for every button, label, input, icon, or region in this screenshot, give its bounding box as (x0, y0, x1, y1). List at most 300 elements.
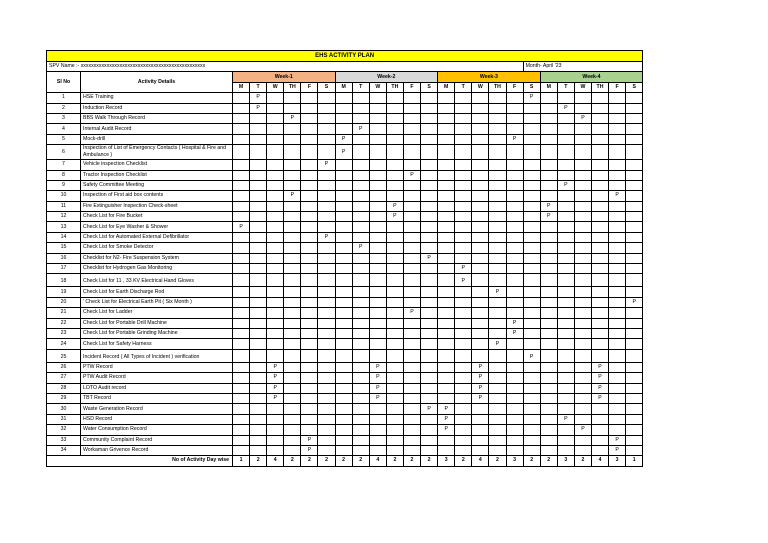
plan-mark: P (489, 339, 506, 349)
plan-cell (335, 349, 352, 362)
plan-cell (335, 222, 352, 232)
plan-cell (455, 103, 472, 113)
plan-cell (284, 349, 301, 362)
plan-cell (318, 264, 335, 274)
plan-mark: P (472, 362, 489, 372)
day-total: 2 (403, 456, 420, 466)
activity-name: Check List for 11 , 33 KV Electrical Hand Gloves (81, 274, 233, 287)
plan-cell (523, 212, 540, 222)
activity-name: Induction Record (81, 103, 233, 113)
plan-cell (403, 145, 420, 160)
plan-cell (267, 93, 284, 103)
plan-cell (557, 373, 574, 383)
plan-cell (609, 264, 626, 274)
activity-name: Check List for Ladder (81, 308, 233, 318)
plan-cell (489, 425, 506, 435)
plan-cell (284, 124, 301, 134)
plan-cell (352, 222, 369, 232)
plan-mark: P (403, 170, 420, 180)
plan-cell (523, 243, 540, 253)
plan-cell (540, 264, 557, 274)
plan-cell (472, 308, 489, 318)
plan-cell (421, 145, 438, 160)
plan-cell (421, 349, 438, 362)
plan-cell (455, 201, 472, 211)
day-header: S (421, 82, 438, 92)
plan-mark: P (267, 393, 284, 403)
activity-row (47, 414, 643, 424)
activity-slno: 18 (47, 274, 81, 287)
plan-mark: P (267, 362, 284, 372)
plan-cell (284, 373, 301, 383)
plan-cell (421, 103, 438, 113)
plan-cell (557, 134, 574, 144)
plan-cell (352, 160, 369, 170)
plan-cell (301, 232, 318, 242)
plan-cell (574, 93, 591, 103)
plan-cell (386, 253, 403, 263)
plan-cell (301, 393, 318, 403)
plan-cell (609, 145, 626, 160)
plan-cell (403, 393, 420, 403)
plan-mark: P (267, 383, 284, 393)
plan-cell (352, 93, 369, 103)
plan-cell (523, 191, 540, 201)
plan-cell (626, 339, 643, 349)
activity-row (47, 297, 643, 307)
plan-cell (284, 425, 301, 435)
plan-cell (267, 287, 284, 297)
plan-cell (489, 170, 506, 180)
plan-cell (489, 274, 506, 287)
plan-cell (318, 339, 335, 349)
plan-cell (574, 297, 591, 307)
plan-cell (267, 103, 284, 113)
plan-cell (421, 308, 438, 318)
plan-cell (506, 222, 523, 232)
plan-mark: P (540, 212, 557, 222)
plan-cell (421, 425, 438, 435)
activity-slno: 30 (47, 404, 81, 414)
plan-cell (574, 201, 591, 211)
plan-cell (455, 373, 472, 383)
activity-header: Activity Details (81, 72, 233, 93)
plan-cell (540, 297, 557, 307)
plan-cell (352, 232, 369, 242)
plan-cell (472, 445, 489, 455)
plan-cell (233, 414, 250, 424)
plan-mark: P (557, 414, 574, 424)
plan-cell (557, 318, 574, 328)
plan-cell (455, 191, 472, 201)
plan-cell (540, 160, 557, 170)
plan-cell (557, 425, 574, 435)
plan-cell (540, 124, 557, 134)
activity-slno: 29 (47, 393, 81, 403)
plan-cell (574, 362, 591, 372)
plan-cell (455, 145, 472, 160)
plan-cell (523, 201, 540, 211)
activity-name: Vehicle inspection Checklist (81, 160, 233, 170)
plan-cell (318, 134, 335, 144)
plan-cell (335, 425, 352, 435)
plan-cell (386, 318, 403, 328)
plan-cell (386, 328, 403, 338)
plan-cell (386, 93, 403, 103)
plan-cell (335, 212, 352, 222)
plan-cell (626, 362, 643, 372)
plan-cell (438, 349, 455, 362)
plan-cell (386, 393, 403, 403)
day-header: TH (386, 82, 403, 92)
plan-cell (352, 383, 369, 393)
activity-row (47, 274, 643, 287)
activity-name: Check List for Fire Bucket (81, 212, 233, 222)
plan-cell (335, 113, 352, 123)
plan-cell (438, 93, 455, 103)
plan-cell (421, 435, 438, 445)
plan-cell (369, 222, 386, 232)
plan-cell (489, 404, 506, 414)
plan-cell (403, 445, 420, 455)
plan-cell (591, 180, 608, 190)
plan-cell (506, 160, 523, 170)
plan-cell (540, 170, 557, 180)
plan-cell (506, 243, 523, 253)
plan-cell (455, 113, 472, 123)
plan-cell (557, 362, 574, 372)
plan-cell (301, 404, 318, 414)
plan-cell (250, 170, 267, 180)
plan-cell (301, 373, 318, 383)
plan-cell (523, 414, 540, 424)
plan-cell (523, 318, 540, 328)
plan-cell (335, 373, 352, 383)
plan-cell (284, 160, 301, 170)
day-header: F (506, 82, 523, 92)
plan-cell (489, 383, 506, 393)
activity-row (47, 212, 643, 222)
plan-cell (233, 145, 250, 160)
plan-cell (335, 243, 352, 253)
plan-mark: P (250, 103, 267, 113)
plan-cell (574, 212, 591, 222)
plan-cell (438, 297, 455, 307)
plan-cell (591, 93, 608, 103)
plan-cell (438, 222, 455, 232)
plan-cell (523, 362, 540, 372)
plan-mark: P (574, 113, 591, 123)
plan-cell (369, 274, 386, 287)
plan-cell (523, 160, 540, 170)
plan-cell (540, 404, 557, 414)
plan-cell (574, 445, 591, 455)
activity-slno: 33 (47, 435, 81, 445)
activity-slno: 13 (47, 222, 81, 232)
plan-cell (489, 134, 506, 144)
plan-cell (506, 113, 523, 123)
plan-cell (472, 274, 489, 287)
plan-cell (386, 308, 403, 318)
plan-cell (250, 180, 267, 190)
plan-cell (335, 264, 352, 274)
plan-cell (233, 212, 250, 222)
plan-cell (318, 318, 335, 328)
plan-cell (318, 170, 335, 180)
plan-cell (403, 212, 420, 222)
plan-cell (523, 404, 540, 414)
plan-mark: P (284, 113, 301, 123)
plan-cell (233, 435, 250, 445)
plan-cell (403, 103, 420, 113)
plan-cell (403, 191, 420, 201)
plan-cell (626, 274, 643, 287)
plan-cell (540, 191, 557, 201)
plan-cell (352, 170, 369, 180)
plan-cell (301, 201, 318, 211)
plan-cell (352, 445, 369, 455)
plan-cell (267, 170, 284, 180)
plan-cell (421, 191, 438, 201)
plan-cell (540, 393, 557, 403)
day-header: S (523, 82, 540, 92)
plan-cell (233, 201, 250, 211)
plan-cell (557, 170, 574, 180)
plan-cell (421, 160, 438, 170)
activity-row (47, 328, 643, 338)
plan-cell (591, 134, 608, 144)
plan-cell (591, 201, 608, 211)
plan-cell (233, 113, 250, 123)
plan-cell (557, 435, 574, 445)
plan-cell (284, 445, 301, 455)
plan-cell (301, 170, 318, 180)
plan-cell (403, 425, 420, 435)
plan-cell (540, 274, 557, 287)
plan-cell (369, 339, 386, 349)
day-header: T (250, 82, 267, 92)
sheet-title: EHS ACTIVITY PLAN (47, 51, 643, 62)
plan-cell (267, 339, 284, 349)
day-header: W (472, 82, 489, 92)
plan-cell (609, 339, 626, 349)
plan-cell (335, 232, 352, 242)
day-header: M (233, 82, 250, 92)
plan-mark: P (609, 445, 626, 455)
plan-cell (403, 113, 420, 123)
plan-cell (369, 201, 386, 211)
plan-cell (591, 253, 608, 263)
plan-cell (335, 414, 352, 424)
plan-cell (284, 362, 301, 372)
plan-cell (301, 212, 318, 222)
plan-cell (438, 191, 455, 201)
plan-cell (250, 445, 267, 455)
plan-cell (335, 393, 352, 403)
activity-row (47, 425, 643, 435)
plan-cell (591, 232, 608, 242)
plan-cell (455, 393, 472, 403)
plan-cell (403, 287, 420, 297)
plan-cell (506, 425, 523, 435)
plan-cell (574, 134, 591, 144)
plan-cell (386, 264, 403, 274)
activity-name: Check List for Safety Harness (81, 339, 233, 349)
plan-cell (609, 93, 626, 103)
plan-cell (403, 93, 420, 103)
plan-mark: P (557, 103, 574, 113)
activity-slno: 17 (47, 264, 81, 274)
plan-cell (284, 383, 301, 393)
plan-cell (403, 124, 420, 134)
activity-name: ' Check List for Electrical Earth Pit ( Six Month ) (81, 297, 233, 307)
day-header: W (267, 82, 284, 92)
plan-cell (540, 445, 557, 455)
activity-slno: 14 (47, 232, 81, 242)
plan-mark: P (301, 445, 318, 455)
plan-cell (523, 373, 540, 383)
activity-slno: 9 (47, 180, 81, 190)
plan-cell (386, 274, 403, 287)
plan-cell (574, 318, 591, 328)
day-total: 2 (318, 456, 335, 466)
plan-cell (455, 308, 472, 318)
plan-cell (472, 113, 489, 123)
day-header: W (574, 82, 591, 92)
activity-slno: 25 (47, 349, 81, 362)
plan-cell (403, 328, 420, 338)
plan-mark: P (591, 393, 608, 403)
plan-cell (591, 124, 608, 134)
plan-cell (352, 373, 369, 383)
day-header: S (626, 82, 643, 92)
plan-cell (506, 393, 523, 403)
plan-cell (438, 445, 455, 455)
plan-cell (438, 232, 455, 242)
plan-cell (472, 339, 489, 349)
plan-cell (438, 212, 455, 222)
plan-mark: P (369, 362, 386, 372)
plan-cell (386, 383, 403, 393)
activity-row (47, 253, 643, 263)
plan-cell (250, 425, 267, 435)
activity-slno: 6 (47, 145, 81, 160)
plan-cell (540, 180, 557, 190)
plan-cell (574, 243, 591, 253)
plan-cell (506, 274, 523, 287)
plan-cell (472, 222, 489, 232)
activity-name: Check List for Smoke Detector (81, 243, 233, 253)
plan-mark: P (455, 274, 472, 287)
plan-cell (250, 222, 267, 232)
activity-slno: 32 (47, 425, 81, 435)
plan-cell (403, 253, 420, 263)
day-total: 2 (540, 456, 557, 466)
plan-mark: P (506, 134, 523, 144)
plan-cell (455, 339, 472, 349)
day-total: 2 (301, 456, 318, 466)
plan-cell (352, 393, 369, 403)
plan-cell (557, 445, 574, 455)
day-header: TH (591, 82, 608, 92)
plan-cell (318, 274, 335, 287)
plan-cell (557, 287, 574, 297)
plan-cell (335, 253, 352, 263)
plan-cell (250, 243, 267, 253)
plan-cell (472, 328, 489, 338)
activity-name: Internal Audit Record (81, 124, 233, 134)
plan-cell (557, 404, 574, 414)
plan-cell (506, 180, 523, 190)
plan-cell (352, 113, 369, 123)
plan-cell (250, 339, 267, 349)
day-total: 2 (523, 456, 540, 466)
plan-mark: P (369, 393, 386, 403)
plan-mark: P (523, 93, 540, 103)
plan-cell (233, 308, 250, 318)
plan-cell (335, 445, 352, 455)
plan-cell (591, 435, 608, 445)
plan-cell (626, 445, 643, 455)
plan-cell (609, 113, 626, 123)
plan-cell (421, 383, 438, 393)
plan-cell (318, 287, 335, 297)
plan-cell (455, 160, 472, 170)
plan-cell (557, 201, 574, 211)
plan-cell (523, 134, 540, 144)
plan-cell (523, 383, 540, 393)
plan-cell (489, 113, 506, 123)
plan-cell (250, 349, 267, 362)
activity-name: Mock-drill (81, 134, 233, 144)
activity-name: BBS Walk Through Record (81, 113, 233, 123)
plan-mark: P (609, 191, 626, 201)
plan-cell (233, 264, 250, 274)
plan-cell (557, 383, 574, 393)
plan-cell (506, 93, 523, 103)
plan-cell (523, 124, 540, 134)
plan-cell (421, 362, 438, 372)
plan-cell (472, 435, 489, 445)
plan-cell (403, 180, 420, 190)
plan-cell (386, 170, 403, 180)
day-total: 1 (233, 456, 250, 466)
plan-cell (609, 201, 626, 211)
plan-cell (301, 145, 318, 160)
plan-cell (267, 445, 284, 455)
plan-cell (284, 222, 301, 232)
activity-row (47, 232, 643, 242)
plan-cell (591, 297, 608, 307)
plan-cell (609, 425, 626, 435)
plan-cell (438, 145, 455, 160)
day-total: 1 (626, 456, 643, 466)
day-total: 2 (335, 456, 352, 466)
activity-slno: 20 (47, 297, 81, 307)
plan-cell (267, 253, 284, 263)
plan-cell (506, 145, 523, 160)
activity-slno: 4 (47, 124, 81, 134)
plan-cell (267, 318, 284, 328)
plan-cell (523, 328, 540, 338)
plan-cell (557, 349, 574, 362)
plan-cell (438, 243, 455, 253)
plan-cell (540, 425, 557, 435)
plan-cell (284, 93, 301, 103)
plan-cell (523, 264, 540, 274)
plan-cell (301, 308, 318, 318)
plan-cell (352, 103, 369, 113)
